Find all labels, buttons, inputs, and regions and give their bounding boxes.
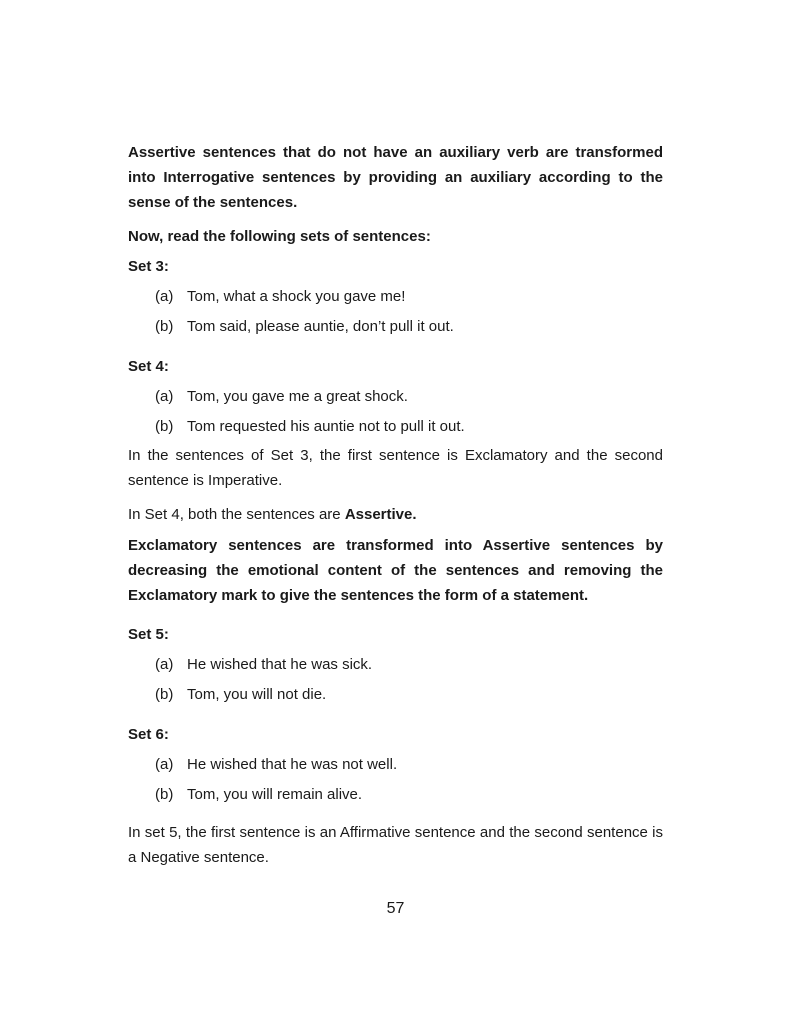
set-4-heading: Set 4: — [128, 358, 169, 375]
item-text: Tom said, please auntie, don’t pull it out. — [187, 318, 454, 335]
set-4-explanation-text: In Set 4, both the sentences are — [128, 506, 345, 523]
set-3-item-b — [128, 316, 663, 338]
set-5-item-a — [128, 654, 663, 676]
paragraph-set-4-explanation — [128, 502, 663, 527]
item-marker: (a) — [155, 388, 174, 405]
set-6-heading: Set 6: — [128, 726, 169, 743]
item-text: He wished that he was sick. — [187, 656, 373, 673]
item-marker: (b) — [155, 786, 174, 803]
set-6-item-b — [128, 784, 663, 806]
item-marker: (a) — [155, 656, 174, 673]
paragraph-exclamatory-rule: Exclamatory sentences are transformed into Assertive sentences by decreasing the emotional content of the sentences and removing the Exclamatory mark to give the sentences the form of a statement. — [128, 537, 663, 604]
item-text: He wished that he was not well. — [187, 756, 398, 773]
set-5-item-b — [128, 684, 663, 706]
item-marker: (b) — [155, 418, 174, 435]
page-number: 57 — [386, 900, 405, 917]
set-6-item-a — [128, 754, 663, 776]
item-text: Tom requested his auntie not to pull it out. — [187, 418, 465, 435]
item-text: Tom, you will not die. — [187, 686, 327, 703]
paragraph-instruction: Now, read the following sets of sentences: — [128, 228, 431, 245]
item-marker: (a) — [155, 756, 174, 773]
page-content — [128, 140, 663, 870]
paragraph-auxiliary-rule: Assertive sentences that do not have an auxiliary verb are transformed into Interrogative sentences by providing an auxiliary according to the sense of the sentences. — [128, 144, 663, 211]
item-text: Tom, you will remain alive. — [187, 786, 363, 803]
item-text: Tom, you gave me a great shock. — [187, 388, 408, 405]
paragraph-set-3-explanation: In the sentences of Set 3, the first sentence is Exclamatory and the second sentence is Imperative. — [128, 447, 663, 489]
set-3-item-a — [128, 286, 663, 308]
item-marker: (b) — [155, 318, 174, 335]
item-marker: (b) — [155, 686, 174, 703]
item-text: Tom, what a shock you gave me! — [187, 288, 406, 305]
item-marker: (a) — [155, 288, 174, 305]
paragraph-set-5-explanation: In set 5, the first sentence is an Affirmative sentence and the second sentence is a Negative sentence. — [128, 824, 663, 866]
set-4-item-a — [128, 386, 663, 408]
assertive-term: Assertive. — [344, 506, 417, 523]
set-5-heading: Set 5: — [128, 626, 169, 643]
set-4-item-b — [128, 416, 663, 438]
set-3-heading: Set 3: — [128, 258, 169, 275]
